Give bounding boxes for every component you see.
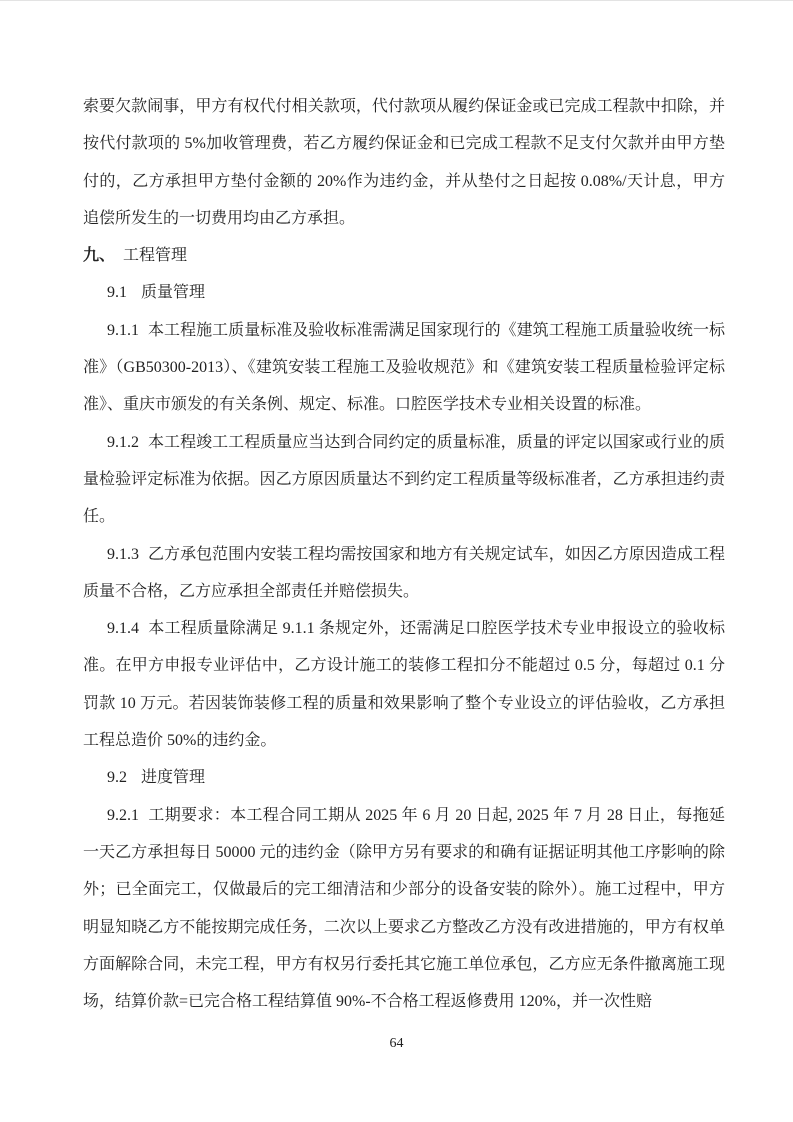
section-number: 九、	[83, 247, 116, 265]
subsection-heading-9-1	[83, 274, 725, 311]
clause-text: 乙方承包范围内安装工程均需按国家和地方有关规定试车，如因乙方原因造成工程质量不合格，乙方应承担全部责任并赔偿损失。	[83, 545, 725, 600]
clause-9-2-1	[83, 797, 725, 1021]
clause-text: 本工程竣工工程质量应当达到合同约定的质量标准，质量的评定以国家或行业的质量检验评定标准为依据。因乙方原因质量达不到约定工程质量等级标准者，乙方承担违约责任。	[83, 433, 725, 526]
clause-number: 9.1.1	[107, 321, 139, 339]
section-title: 工程管理	[123, 247, 188, 265]
paragraph-continuation: 索要欠款闹事，甲方有权代付相关款项，代付款项从履约保证金或已完成工程款中扣除，并按代付款项的 5%加收管理费，若乙方履约保证金和已完成工程款不足支付欠款并由甲方垫付的，乙方承担甲方垫付金额的 20%作为违约金，并从垫付之日起按 0.08%/天计息，甲方追偿所发生的一切费用均由乙方承担。	[83, 98, 725, 227]
page-top-edge	[0, 0, 793, 1]
clause-number: 9.2.1	[107, 806, 139, 824]
clause-number: 9.1.3	[107, 545, 139, 563]
subsection-number: 9.1	[107, 284, 127, 302]
clause-text: 工期要求：本工程合同工期从 2025 年 6 月 20 日起, 2025 年 7 月 28 日止，每拖延一天乙方承担每日 50000 元的违约金（除甲方另有要求的和确有证据证明其他工序影响的除外；已全面完工，仅做最后的完工细清洁和少部分的设备安装的除外）。施工过程中，甲方明显知晓乙方不能按期完成任务，二次以上要求乙方整改乙方没有改进措施的，甲方有权单方面解除合同，未完工程，甲方有权另行委托其它施工单位承包，乙方应无条件撤离施工现场，结算价款=已完合格工程结算值 90%-不合格工程返修费用 120%，并一次性赔	[83, 806, 725, 1011]
clause-number: 9.1.2	[107, 433, 139, 451]
clause-9-1-4	[83, 610, 725, 759]
clause-text: 本工程质量除满足 9.1.1 条规定外，还需满足口腔医学技术专业申报设立的验收标准。在甲方申报专业评估中，乙方设计施工的装修工程扣分不能超过 0.5 分，每超过 0.1 分罚款 10 万元。若因装饰装修工程的质量和效果影响了整个专业设立的评估验收，乙方承担工程总造价 50%的违约金。	[83, 620, 725, 750]
subsection-number: 9.2	[107, 769, 127, 787]
section-heading-9	[83, 237, 725, 274]
clause-number: 9.1.4	[107, 620, 139, 638]
clause-9-1-3	[83, 536, 725, 611]
page-number: 64	[389, 1036, 404, 1051]
subsection-title: 进度管理	[141, 769, 206, 787]
clause-text: 本工程施工质量标准及验收标准需满足国家现行的《建筑工程施工质量验收统一标准》（GB50300-2013）、《建筑安装工程施工及验收规范》和《建筑安装工程质量检验评定标准》、重庆市颁发的有关条例、规定、标准。口腔医学技术专业相关设置的标准。	[83, 321, 725, 414]
subsection-title: 质量管理	[141, 284, 206, 302]
clause-9-1-1	[83, 312, 725, 424]
page-body	[83, 88, 725, 1020]
clause-9-1-2	[83, 424, 725, 536]
subsection-heading-9-2	[83, 759, 725, 796]
